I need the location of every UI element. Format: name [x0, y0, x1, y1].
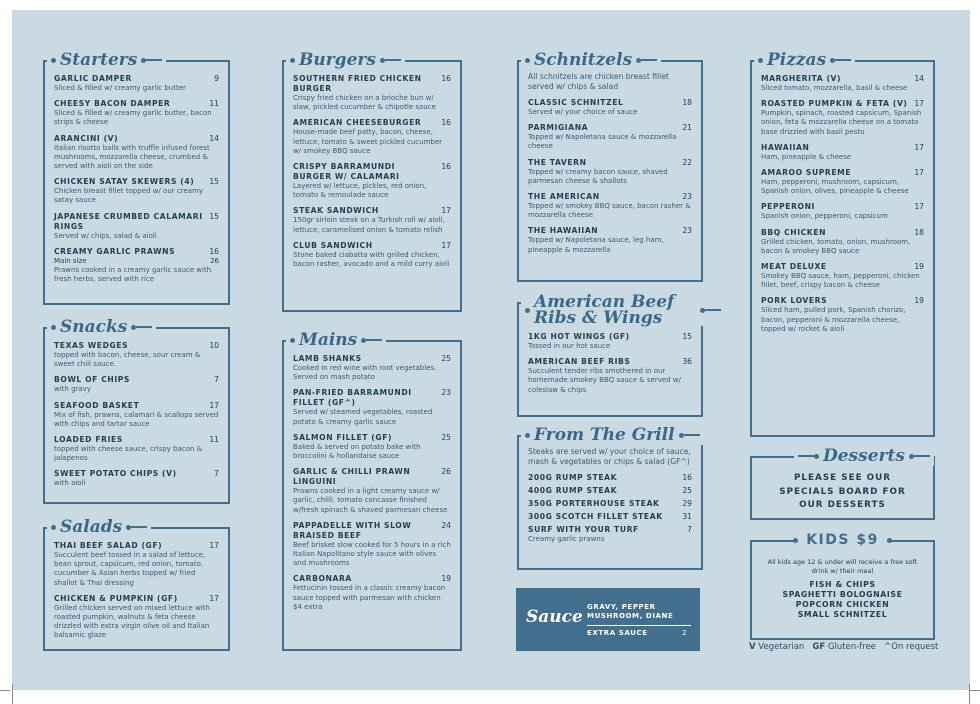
menu-item: [293, 206, 451, 234]
menu-sheet: [12, 10, 970, 690]
menu-item: [293, 388, 451, 426]
menu-item-header: [293, 241, 451, 251]
item-name: 300G SCOTCH FILLET STEAK: [528, 512, 663, 521]
item-description: Topped w/ Napoletana sauce & mozzarella cheese: [528, 133, 677, 151]
item-name: PORK LOVERS: [761, 296, 828, 306]
title-ornament: [366, 339, 382, 341]
item-price: 18: [914, 227, 924, 237]
mains-panel: [282, 330, 462, 651]
item-name: SURF WITH YOUR TURF: [528, 525, 639, 534]
kids-title: KIDS $9: [798, 532, 887, 548]
menu-item-header: [528, 192, 692, 202]
item-description: topped with cheese sauce, crispy bacon & jalapenos: [54, 445, 203, 463]
starters-title: Starters: [60, 50, 138, 70]
title-ornament: [684, 434, 700, 436]
item-price: 23: [682, 192, 692, 202]
extra-sauce-price: 2: [682, 629, 687, 637]
mains-title-block: [286, 330, 386, 350]
desserts-title: Desserts: [823, 446, 905, 466]
menu-item-header: [761, 228, 924, 238]
item-price: 11: [209, 99, 219, 109]
pizzas-title: Pizzas: [767, 50, 827, 70]
legend-on-request: ^On request: [884, 642, 939, 652]
menu-item: [293, 521, 451, 569]
item-price: 31: [682, 512, 692, 521]
menu-item-header: [293, 574, 451, 584]
menu-item-header: [528, 512, 692, 522]
item-description: Sliced & filled w/ creamy garlic butter, bacon strips & cheese: [54, 109, 212, 127]
menu-item-header: [54, 541, 219, 551]
kids-note: All kids age 12 & under will receive a free soft drink w/ their meal: [767, 558, 918, 575]
kids-title-block: [762, 532, 923, 548]
item-description: Topped w/ Napoletana sauce, leg ham, pineapple & mozzarella: [528, 236, 664, 254]
item-price: 22: [682, 157, 692, 167]
sauce-box: [516, 588, 700, 651]
title-ornament: [131, 526, 147, 528]
item-price: 14: [209, 133, 219, 143]
sauce-title: Sauce: [526, 607, 583, 627]
menu-item-header: [761, 262, 924, 272]
legend-v-key: V: [749, 642, 756, 652]
menu-item: [761, 143, 924, 162]
item-name: THE TAVERN: [528, 157, 587, 167]
item-price: 17: [209, 593, 219, 603]
menu-item: [761, 202, 924, 221]
item-price: 10: [209, 341, 219, 350]
grill-title: From The Grill: [534, 425, 675, 445]
item-price: 16: [441, 74, 451, 83]
item-description: Crispy fried chicken on a brioche bun w/ slaw, pickled cucumber & chipotle sauce: [293, 94, 436, 112]
item-description: Italian risotto balls with truffle infused forest mushrooms, mozzarella cheese, crumbed & served with aioli on the side: [54, 143, 210, 171]
item-name: PAPPADELLE WITH SLOW BRAISED BEEF: [293, 520, 412, 540]
menu-item-header: [761, 168, 924, 178]
menu-item: [54, 74, 219, 93]
item-name: GARLIC & CHILLI PRAWN LINGUINI: [293, 467, 411, 487]
starters-title-block: [47, 50, 166, 70]
burgers-panel: [282, 50, 462, 312]
title-ornament: [835, 59, 851, 61]
item-price: 15: [209, 177, 219, 187]
menu-item: [761, 168, 924, 196]
menu-item-header: [528, 357, 692, 367]
menu-item-header: [293, 118, 451, 128]
item-price: 17: [914, 99, 924, 109]
item-description: Grilled chicken served on mixed lettuce with roasted pumpkin, walnuts & feta cheese drizzled with extra virgin olive oil and Italian balsamic glaze: [54, 603, 210, 640]
item-description: Sliced tomato, mozzarella, basil & cheese: [761, 84, 908, 92]
item-name: GARLIC DAMPER: [54, 74, 132, 83]
item-description: Sliced & filled w/ creamy garlic butter: [54, 84, 186, 92]
item-price: 17: [209, 400, 219, 410]
menu-item-header: [54, 594, 219, 604]
item-description: with aioli: [54, 479, 86, 488]
item-name: CRISPY BARRAMUNDI BURGER W/ CALAMARI: [293, 162, 400, 182]
menu-item: [528, 158, 692, 186]
schnitzels-title: Schnitzels: [534, 50, 633, 70]
item-price: 36: [682, 357, 692, 367]
menu-item-header: [54, 247, 219, 257]
menu-item: [761, 99, 924, 137]
pizzas-title-block: [754, 50, 855, 70]
legend-gf-key: GF: [812, 642, 826, 652]
item-name: HAWAIIAN: [761, 142, 810, 152]
menu-item: [761, 296, 924, 334]
crop-mark: [12, 684, 13, 704]
desserts-panel: [750, 446, 935, 520]
item-name: THAI BEEF SALAD (GF): [54, 541, 163, 550]
crop-mark: [0, 690, 10, 691]
item-name: SALMON FILLET (GF): [293, 432, 393, 442]
item-price: 9: [214, 74, 219, 83]
item-description: with gravy: [54, 385, 91, 394]
item-name: CARBONARA: [293, 574, 352, 584]
item-description: 150gr sirloin steak on a Turkish roll w/ aioli, lettuce, caramelised onion & tomato relish: [293, 216, 445, 234]
menu-item: [528, 192, 692, 220]
item-name: CHICKEN SATAY SKEWERS (4): [54, 177, 195, 187]
item-name: SWEET POTATO CHIPS (V): [54, 469, 177, 479]
pizzas-panel: [750, 50, 935, 437]
item-price: 11: [209, 435, 219, 445]
menu-item-header: [761, 296, 924, 306]
item-price: 21: [682, 123, 692, 133]
title-ornament: [641, 59, 657, 61]
item-description: Served w/ your choice of sauce: [528, 108, 638, 116]
item-price: 19: [441, 574, 451, 584]
kids-item: FISH & CHIPS: [809, 580, 876, 589]
item-name: PARMIGIANA: [528, 123, 589, 133]
item-description: Baked & served on potato bake with broccolini & hollandaise sauce: [293, 442, 421, 461]
menu-item: [293, 162, 451, 200]
salads-title-block: [47, 517, 151, 537]
item-description: Succulent tender ribs smothered in our homemade smokey BBQ sauce & served w/ coleslaw & chips: [528, 367, 681, 394]
kids-list: [761, 580, 924, 620]
menu-item: [54, 177, 219, 205]
menu-item-header: [528, 525, 692, 535]
kids-panel: [750, 532, 935, 640]
item-name: CLUB SANDWICH: [293, 240, 373, 250]
item-description: Tossed in our hot sauce: [528, 342, 611, 350]
item-price: 19: [914, 296, 924, 306]
title-ornament: [385, 59, 401, 61]
kids-item: SPAGHETTI BOLOGNAISE: [782, 590, 903, 599]
menu-item-header: [528, 473, 692, 483]
item-name: BOWL OF CHIPS: [54, 375, 130, 385]
item-price: 15: [209, 211, 219, 221]
item-name: SEAFOOD BASKET: [54, 400, 140, 410]
menu-item: [528, 226, 692, 254]
item-description: Prawns cooked in a light creamy sauce w/ garlic, chilli, tomato concasse finished w/fresh spinach & shaved parmesan cheese: [293, 487, 448, 514]
menu-item: [54, 212, 219, 241]
menu-item: [528, 499, 692, 509]
item-description: Pumpkin, spinach, roasted capsicum, Spanish onion, feta & mozzarella cheese on a tomato base drizzled with basil pesto: [761, 109, 922, 136]
item-description: Spanish onion, pepperoni, capsicum: [761, 212, 888, 221]
item-description: Succulent beef tossed in a salad of lettuce, bean sprout, capsicum, red onion, tomato, cucumber & Asian herbs topped w/ fried shallot & Thai dressing: [54, 551, 206, 587]
menu-item: [761, 262, 924, 290]
menu-item-header: [528, 123, 692, 133]
menu-item-header: [293, 74, 451, 94]
item-name: CHEESY BACON DAMPER: [54, 99, 171, 109]
item-price: 25: [441, 432, 451, 442]
item-price: 16: [682, 473, 692, 482]
menu-item: [761, 228, 924, 256]
sauce-options: GRAVY, PEPPER MUSHROOM, DIANE: [587, 603, 674, 620]
extra-sauce-label: EXTRA SAUCE: [587, 629, 648, 637]
item-description: Ham, pepperoni, mushroom, capsicum, Spanish onion, olives, pineapple & cheese: [761, 178, 909, 196]
item-name: AMAROO SUPREME: [761, 168, 852, 178]
menu-item-header: [293, 467, 451, 487]
kids-item: SMALL SCHNITZEL: [797, 610, 888, 619]
menu-item-header: [761, 99, 924, 109]
item-price: 15: [682, 332, 692, 341]
menu-item: [293, 241, 451, 269]
salads-title: Salads: [60, 517, 123, 537]
item-name: 400G RUMP STEAK: [528, 486, 618, 495]
item-name: TEXAS WEDGES: [54, 341, 129, 350]
menu-item-header: [528, 499, 692, 509]
menu-item-header: [54, 74, 219, 84]
item-size-label: Main size: [54, 256, 87, 265]
item-description: Cooked in red wine with root vegetables. Served on mash potato: [293, 364, 437, 382]
item-name: PAN-FRIED BARRAMUNDI FILLET (GF^): [293, 388, 412, 408]
ribs-wings-panel: [517, 292, 703, 417]
snacks-title-block: [47, 317, 156, 337]
dietary-legend: [749, 642, 938, 652]
menu-item-header: [54, 177, 219, 187]
item-name: ARANCINI (V): [54, 133, 119, 143]
item-price: 14: [914, 74, 924, 83]
item-name: 1KG HOT WINGS (GF): [528, 332, 630, 341]
menu-item-header: [54, 99, 219, 109]
item-description: Fettucinin tossed in a classic creamy bacon sauce topped with parmesan with chicken $4 extra: [293, 584, 446, 611]
menu-item: [54, 134, 219, 172]
item-size-price: 26: [210, 256, 219, 265]
item-description: Beef brisket slow cooked for 5 hours in a rich Italian Napolitano style sauce with olives and mushrooms: [293, 540, 451, 568]
menu-item: [54, 375, 219, 394]
menu-item-header: [293, 388, 451, 408]
menu-item: [293, 433, 451, 461]
ribs-title-block: [521, 294, 725, 326]
item-description: topped with bacon, cheese, sour cream & sweet chili sauce.: [54, 351, 201, 369]
kids-item: POPCORN CHICKEN: [795, 600, 890, 609]
item-description: Smokey BBQ sauce, ham, pepperoni, chicken fillet, beef, crispy bacon & cheese: [761, 272, 920, 290]
grill-intro: Steaks are served w/ your choice of sauce, mash & vegetables or chips & salad (GF^): [528, 447, 691, 466]
item-price: 23: [682, 226, 692, 236]
menu-item-header: [54, 469, 219, 479]
snacks-panel: [43, 317, 230, 504]
item-name: MEAT DELUXE: [761, 262, 827, 272]
menu-item-header: [54, 134, 219, 144]
title-ornament: [136, 326, 152, 328]
burgers-title: Burgers: [299, 50, 376, 70]
menu-item-header: [293, 162, 451, 182]
menu-item-header: [761, 143, 924, 153]
menu-item: [528, 473, 692, 483]
menu-item: [293, 74, 451, 112]
item-price: 25: [441, 354, 451, 363]
item-description: Layered w/ lettuce, pickles, red onion, tomato & remoulade sauce: [293, 182, 427, 200]
menu-item: [293, 467, 451, 515]
item-size-option: [54, 257, 219, 266]
burgers-title-block: [286, 50, 405, 70]
item-name: SOUTHERN FRIED CHICKEN BURGER: [293, 74, 422, 93]
item-name: 350G PORTERHOUSE STEAK: [528, 499, 660, 508]
item-description: Chicken breast fillet topped w/ our creamy satay sauce: [54, 187, 203, 205]
item-description: Served w/ steamed vegetables, roasted potato & creamy garlic sauce: [293, 408, 433, 426]
desserts-title-block: [794, 446, 934, 466]
item-name: AMERICAN BEEF RIBS: [528, 357, 631, 367]
menu-item: [528, 123, 692, 151]
item-name: CREAMY GARLIC PRAWNS: [54, 246, 176, 256]
item-name: CLASSIC SCHNITZEL: [528, 98, 624, 107]
menu-item: [528, 512, 692, 522]
item-price: 17: [914, 168, 924, 178]
sauce-divider: [587, 625, 691, 626]
item-name: BBQ CHICKEN: [761, 227, 827, 237]
item-price: 26: [441, 467, 451, 477]
menu-item: [54, 541, 219, 588]
legend-gf-label: Gluten-free: [827, 642, 877, 652]
item-price: 7: [687, 525, 692, 534]
menu-item: [528, 98, 692, 117]
menu-item: [761, 74, 924, 93]
menu-item-header: [528, 486, 692, 496]
item-price: 29: [682, 499, 692, 508]
item-price: 17: [441, 206, 451, 216]
item-name: AMERICAN CHEESEBURGER: [293, 118, 422, 128]
item-price: 24: [441, 520, 451, 530]
menu-item: [54, 435, 219, 463]
item-description: House-made beef patty, bacon, cheese, lettuce, tomato & sweet pickled cucumber w/ smokey BBQ sauce: [293, 128, 443, 155]
menu-item-header: [54, 212, 219, 232]
item-name: LOADED FRIES: [54, 435, 123, 445]
item-description: Grilled chicken, tomato, onion, mushroom, bacon & smokey BBQ sauce: [761, 237, 911, 255]
menu-item: [54, 99, 219, 127]
item-price: 18: [682, 98, 692, 107]
mains-title: Mains: [299, 330, 358, 350]
menu-item: [293, 354, 451, 382]
menu-item-header: [54, 341, 219, 351]
menu-item-header: [293, 433, 451, 443]
menu-item-header: [293, 521, 451, 541]
menu-item-header: [528, 98, 692, 108]
item-description: Sliced ham, pulled pork, Spanish chorizo, bacon, pepperoni & mozzarella cheese, topped w/ rocket & aioli: [761, 306, 906, 333]
item-description: Served w/ chips, salad & aioli: [54, 231, 157, 240]
menu-item-header: [761, 74, 924, 84]
item-price: 19: [914, 262, 924, 272]
item-name: PEPPERONI: [761, 202, 815, 212]
title-ornament: [146, 59, 162, 61]
item-price: 25: [682, 486, 692, 495]
menu-item: [54, 401, 219, 429]
item-price: 23: [441, 388, 451, 398]
menu-item-header: [528, 332, 692, 342]
menu-item-header: [293, 206, 451, 216]
item-name: STEAK SANDWICH: [293, 206, 379, 216]
item-name: THE HAWAIIAN: [528, 226, 599, 236]
item-description: Creamy garlic prawns: [528, 535, 605, 543]
menu-item-header: [528, 226, 692, 236]
menu-item: [54, 341, 219, 369]
item-price: 16: [209, 246, 219, 256]
item-name: LAMB SHANKS: [293, 354, 362, 363]
crop-mark: [970, 690, 980, 691]
desserts-text: PLEASE SEE OUR SPECIALS BOARD FOR OUR DESSERTS: [779, 473, 906, 510]
salads-panel: [43, 517, 230, 651]
menu-item: [293, 574, 451, 612]
item-description: Topped w/ creamy bacon sauce, shaved parmesan cheese & shallots: [528, 167, 668, 185]
menu-item-header: [528, 158, 692, 168]
menu-item: [528, 486, 692, 496]
item-description: Topped w/ smokey BBQ sauce, bacon rasher & mozzarella cheese: [528, 202, 691, 220]
item-description: Mix of fish, prawns, calamari & scallops served with chips and tartar sauce: [54, 410, 219, 428]
menu-item-header: [54, 435, 219, 445]
item-price: 7: [214, 469, 219, 479]
crop-mark: [969, 684, 970, 704]
item-name: MARGHERITA (V): [761, 74, 842, 83]
item-price: 17: [914, 202, 924, 212]
item-price: 17: [441, 240, 451, 250]
starters-panel: [43, 50, 230, 305]
item-description: Ham, pineapple & cheese: [761, 152, 852, 161]
item-price: 7: [214, 375, 219, 385]
menu-item: [528, 332, 692, 351]
menu-item: [528, 525, 692, 544]
item-name: JAPANESE CRUMBED CALAMARI RINGS: [54, 211, 203, 231]
item-price: 17: [209, 541, 219, 550]
item-price: 16: [441, 162, 451, 172]
item-description: Stone baked ciabatta with grilled chicken, bacon rasher, avocado and a mild curry aioli: [293, 250, 450, 269]
item-price: 16: [441, 118, 451, 128]
item-name: ROASTED PUMPKIN & FETA (V): [761, 99, 908, 109]
item-name: 200G RUMP STEAK: [528, 473, 618, 482]
grill-title-block: [521, 425, 704, 445]
menu-item-header: [761, 202, 924, 212]
legend-v-label: Vegetarian: [758, 642, 805, 652]
item-name: CHICKEN & PUMPKIN (GF): [54, 593, 178, 603]
menu-item-header: [54, 401, 219, 411]
menu-item: [54, 594, 219, 641]
item-price: 17: [914, 142, 924, 152]
menu-item-header: [54, 375, 219, 385]
schnitzels-panel: [517, 50, 703, 282]
title-ornament: [705, 309, 721, 311]
ribs-title: American Beef Ribs & Wings: [534, 292, 675, 328]
menu-item: [54, 247, 219, 284]
item-name: THE AMERICAN: [528, 192, 600, 202]
menu-item: [293, 118, 451, 156]
menu-item: [54, 469, 219, 488]
menu-item: [528, 357, 692, 395]
grill-panel: [517, 425, 703, 570]
snacks-title: Snacks: [60, 317, 128, 337]
item-description: Prawns cooked in a creamy garlic sauce with fresh herbs, served with rice: [54, 265, 212, 284]
schnitzels-title-block: [521, 50, 661, 70]
schnitzels-intro: All schnitzels are chicken breast fillet served w/ chips & salad: [528, 72, 669, 91]
menu-item-header: [293, 354, 451, 364]
